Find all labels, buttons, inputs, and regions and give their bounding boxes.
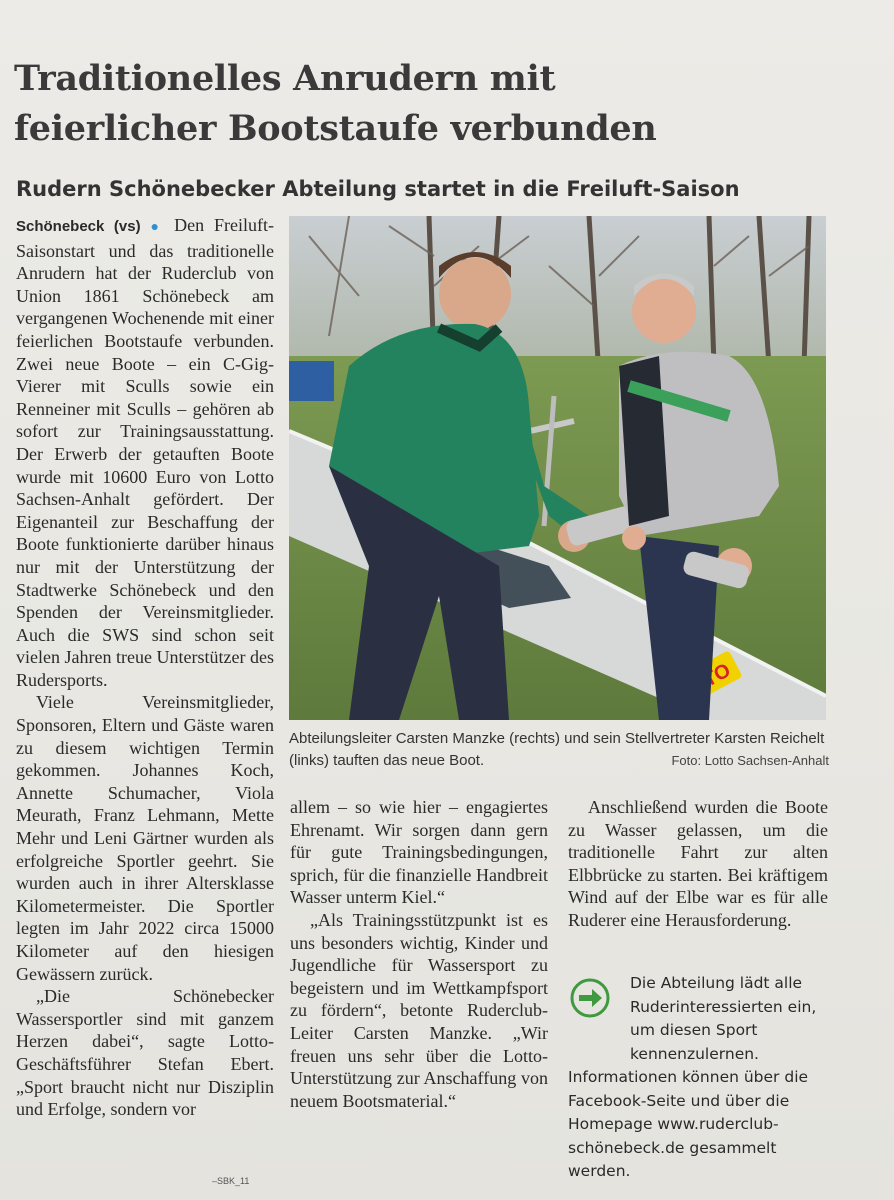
article-subheadline [16, 174, 876, 204]
paragraph: „Als Trainingsstützpunkt ist es uns besonders wichtig, Kinder und Jugendliche für Wassersport zu begeistern und im Wettkampfsport zu fördern“, betonte Ruderclub-Leiter Carsten Manzke. „Wir freuen uns sehr über die Lotto-Unterstützung zur Anschaffung von neuem Bootsmaterial.“ [290, 909, 548, 1111]
article-headline [14, 54, 874, 154]
photo-credit: Foto: Lotto Sachsen-Anhalt [671, 753, 829, 768]
article-column-1 [16, 214, 274, 1121]
headline-line-2: feierlicher Bootstaufe verbunden [14, 108, 657, 149]
info-text-continued: Informationen können über die Facebook-Seite und über die Homepage www.ruderclub-schönebeck.de gesammelt werden. [568, 1068, 809, 1180]
article-column-2 [290, 796, 548, 1112]
dateline: Schönebeck (vs) [16, 218, 141, 235]
caption-text: Abteilungsleiter Carsten Manzke (rechts) und sein Stellvertreter Karsten Reichelt (links) tauften das neue Boot. [289, 730, 825, 769]
page-footer-code: –SBK_11 [212, 1176, 250, 1186]
subheadline-text: Schönebecker Abteilung startet in die Freiluft-Saison [109, 177, 740, 201]
bullet-dot-icon: ● [150, 220, 165, 235]
kicker: Rudern [16, 177, 102, 201]
photo-caption [289, 728, 829, 772]
article-column-3 [568, 796, 828, 932]
paragraph: Viele Vereinsmitglieder, Sponsoren, Eltern und Gäste waren zu diesem wichtigen Termin gekommen. Johannes Koch, Annette Schumacher, Viola Meurath, Franz Lehmann, Mette Mehr und Leni Gärtner wurden als erfolgreiche Sportler geehrt. Sie wurden auch in ihrer Altersklasse Kilometermeister. Die Sportler legten im Jahr 2022 circa 15000 Kilometer auf den hiesigen Gewässern zurück. [16, 692, 274, 984]
paragraph: „Die Schönebecker Wassersportler sind mit ganzem Herzen dabei“, sagte Lotto-Geschäftsführer Stefan Ebert. „Sport braucht nicht nur Disziplin und Erfolge, sondern vor [16, 986, 274, 1120]
info-text [630, 972, 840, 1066]
paragraph: allem – so wie hier – engagiertes Ehrenamt. Wir sorgen dann gern für gute Trainingsbedingungen, sprich, für die finanzielle Handbreit Wasser unterm Kiel.“ [290, 797, 548, 908]
info-text-content: Die Abteilung lädt alle Ruderinteressierten ein, um diesen Sport kennenzulernen. [630, 974, 817, 1063]
paragraph: Den Freiluft-Saisonstart und das traditionelle Anrudern hat der Ruderclub von Union 1861 Schönebeck am vergangenen Wochenende mit einer feierlichen Bootstaufe verbunden. Zwei neue Boote – ein C-Gig-Vierer mit Sculls sowie ein Renneiner mit Sculls – gehören ab sofort zur Trainingsausstattung. Der Erwerb der getauften Boote wurde mit 10600 Euro von Lotto Sachsen-Anhalt gefördert. Der Eigenanteil zur Beschaffung der Boote funktionierte darüber hinaus nur mit der Unterstützung der Stadtwerke Schönebeck und den Spenden der Vereinsmitglieder. Auch die SWS sind schon seit vielen Jahren treue Unterstützer des Rudersports. [16, 215, 274, 690]
headline-line-1: Traditionelles Anrudern mit [14, 58, 556, 99]
arrow-right-circle-icon [570, 978, 610, 1018]
paragraph: Anschließend wurden die Boote zu Wasser gelassen, um die traditionelle Fahrt zur alten Elbbrücke zu starten. Bei kräftigem Wind auf der Elbe war es für alle Ruderer eine Herausforderung. [568, 797, 828, 930]
article-photo [289, 216, 826, 720]
